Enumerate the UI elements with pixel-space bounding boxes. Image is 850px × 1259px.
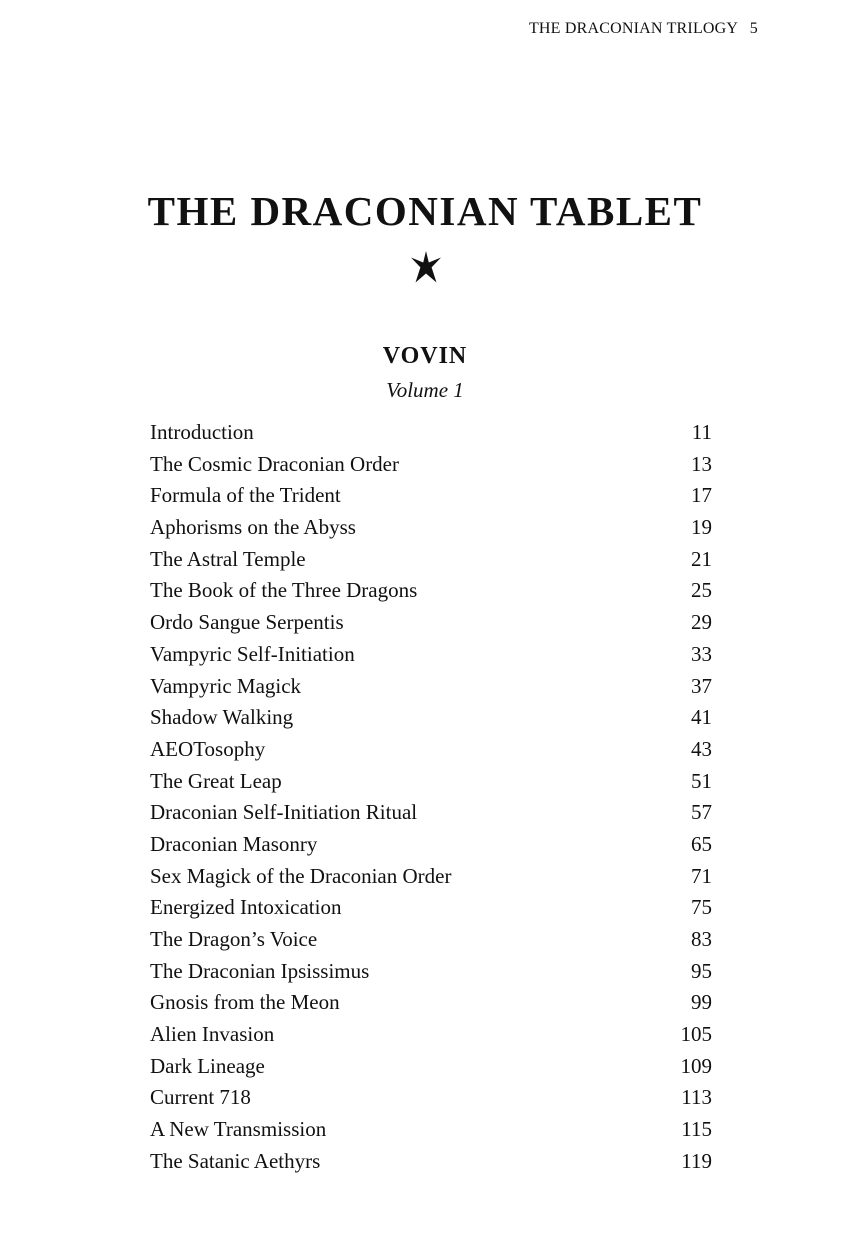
toc-entry xyxy=(150,1146,712,1178)
toc-entry-title: Alien Invasion xyxy=(150,1022,275,1047)
toc-entry-page: 65 xyxy=(691,831,712,856)
toc-entry-title: Gnosis from the Meon xyxy=(150,990,340,1015)
toc-entry-title: The Astral Temple xyxy=(150,546,306,571)
toc-entry-page: 75 xyxy=(691,895,712,920)
toc-entry-page: 71 xyxy=(691,863,712,888)
toc-entry xyxy=(150,417,712,449)
toc-entry-page: 11 xyxy=(691,420,712,444)
toc-entry-page: 21 xyxy=(691,546,712,571)
toc-entry-title: Current 718 xyxy=(150,1085,251,1110)
toc-entry xyxy=(150,797,712,829)
toc-entry xyxy=(150,924,712,956)
toc-entry xyxy=(150,639,712,671)
table-of-contents xyxy=(150,417,712,1178)
toc-entry-page: 57 xyxy=(691,800,712,825)
toc-entry xyxy=(150,766,712,798)
toc-entry-title: The Dragon’s Voice xyxy=(150,927,318,951)
toc-entry xyxy=(150,480,712,512)
toc-entry xyxy=(150,1051,712,1083)
section-title: VOVIN xyxy=(382,343,468,369)
toc-entry xyxy=(150,575,712,607)
toc-entry-page: 37 xyxy=(691,673,712,698)
toc-entry-page: 119 xyxy=(681,1148,712,1173)
toc-entry-title: A New Transmission xyxy=(150,1117,327,1142)
toc-entry-title: The Cosmic Draconian Order xyxy=(150,451,399,476)
toc-entry-title: Formula of the Trident xyxy=(150,483,341,508)
toc-entry-page: 33 xyxy=(691,641,712,666)
section-subtitle: Volume 1 xyxy=(386,378,464,402)
toc-entry xyxy=(150,607,712,639)
toc-entry-title: The Book of the Three Dragons xyxy=(150,578,418,603)
toc-entry-page: 41 xyxy=(691,705,712,730)
toc-entry xyxy=(150,544,712,576)
page-number: 5 xyxy=(749,20,758,37)
toc-entry-page: 105 xyxy=(680,1022,712,1047)
toc-entry xyxy=(150,892,712,924)
toc-entry-page: 99 xyxy=(691,990,712,1015)
toc-entry-title: Shadow Walking xyxy=(150,705,294,730)
toc-entry xyxy=(150,702,712,734)
toc-entry xyxy=(150,449,712,481)
page-title: THE DRACONIAN TABLET xyxy=(147,188,703,234)
toc-entry-page: 83 xyxy=(691,927,712,951)
toc-entry-title: Vampyric Magick xyxy=(150,673,302,698)
toc-entry-title: Draconian Self-Initiation Ritual xyxy=(150,800,418,825)
toc-entry-title: Dark Lineage xyxy=(150,1053,265,1078)
toc-entry-title: Energized Intoxication xyxy=(150,895,342,920)
toc-entry xyxy=(150,829,712,861)
toc-entry-title: The Great Leap xyxy=(150,768,282,793)
toc-entry-page: 113 xyxy=(681,1085,712,1110)
toc-entry xyxy=(150,861,712,893)
toc-entry-title: Sex Magick of the Draconian Order xyxy=(150,863,452,888)
toc-entry-page: 95 xyxy=(691,958,712,983)
toc-entry xyxy=(150,1082,712,1114)
toc-entry xyxy=(150,512,712,544)
toc-entry-title: Aphorisms on the Abyss xyxy=(150,515,356,540)
toc-entry-page: 13 xyxy=(691,451,712,476)
toc-entry-page: 51 xyxy=(691,768,712,793)
toc-entry-page: 29 xyxy=(691,610,712,635)
toc-entry-title: Vampyric Self-Initiation xyxy=(150,641,355,666)
star-ornament-icon xyxy=(405,248,447,290)
toc-entry-title: Draconian Masonry xyxy=(150,831,318,856)
toc-entry xyxy=(150,956,712,988)
toc-entry-title: AEOTosophy xyxy=(150,736,266,761)
toc-entry-page: 19 xyxy=(691,515,712,540)
toc-entry-title: Ordo Sangue Serpentis xyxy=(150,610,344,635)
toc-entry-page: 115 xyxy=(681,1117,712,1142)
toc-entry xyxy=(150,1114,712,1146)
toc-entry-title: Introduction xyxy=(150,420,254,444)
toc-entry xyxy=(150,671,712,703)
toc-entry-title: The Draconian Ipsissimus xyxy=(150,958,370,983)
toc-entry xyxy=(150,1019,712,1051)
toc-entry-page: 17 xyxy=(691,483,712,508)
toc-entry-title: The Satanic Aethyrs xyxy=(150,1148,321,1173)
running-header xyxy=(529,20,758,38)
toc-entry xyxy=(150,734,712,766)
toc-entry xyxy=(150,987,712,1019)
toc-entry-page: 43 xyxy=(691,736,712,761)
toc-entry-page: 109 xyxy=(680,1053,712,1078)
running-title: THE DRACONIAN TRILOGY xyxy=(528,20,738,37)
toc-entry-page: 25 xyxy=(691,578,712,603)
